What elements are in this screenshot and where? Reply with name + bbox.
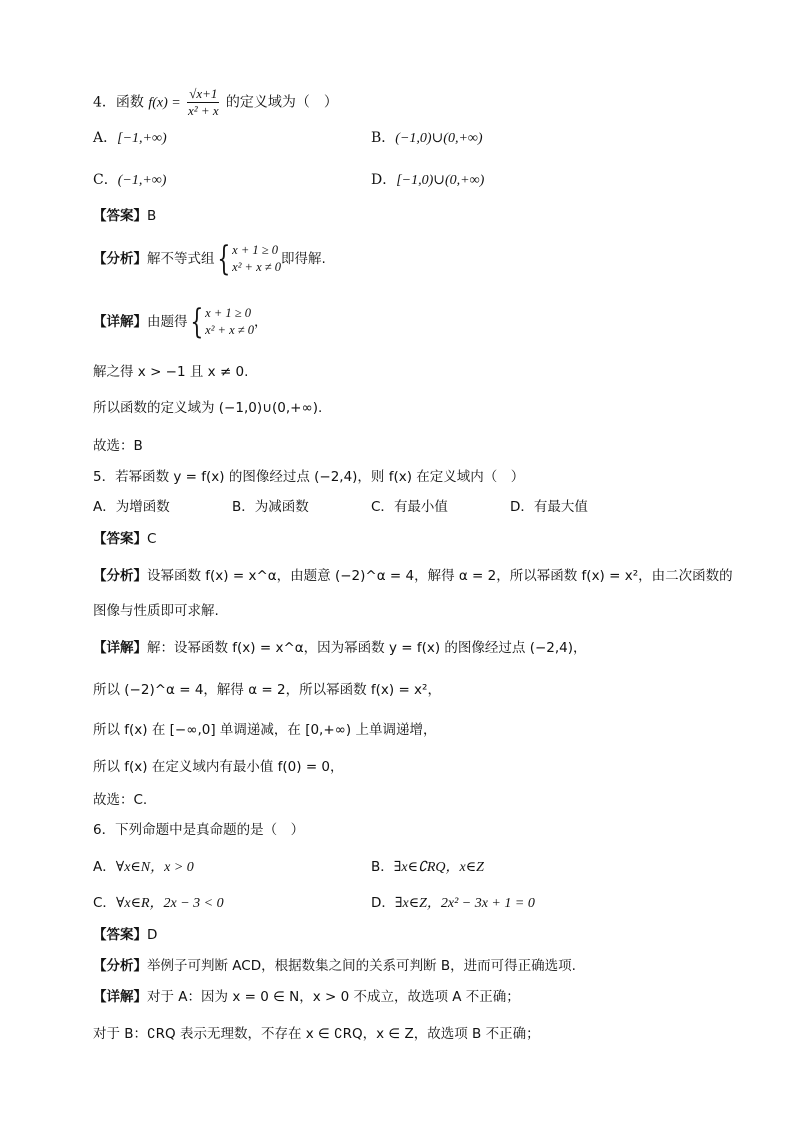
q5-detail-line-3: 所以 f(x) 在 [−∞,0] 单调递减，在 [0,+∞) 上单调递增，	[93, 722, 437, 738]
q5-detail-line-5: 故选：C.	[93, 792, 148, 808]
analysis-text: 设幂函数 f(x) = x^α，由题意 (−2)^α = 4，解得 α = 2，所以幂函数 f(x) = x²，由二次函数的	[147, 568, 733, 584]
option-text: ∃x∈∁RQ，x∈Z	[393, 860, 484, 875]
q4-choose-line: 故选：B	[93, 438, 143, 454]
option-letter: A．	[93, 499, 116, 515]
option-text: (−1,0)∪(0,+∞)	[395, 131, 483, 146]
detail-suffix: ，	[254, 314, 268, 330]
option-text: 为增函数	[115, 499, 170, 515]
q4-option-b	[371, 128, 483, 149]
left-brace: {	[189, 302, 203, 342]
q4-solve-line: 解之得 x > −1 且 x ≠ 0.	[93, 364, 249, 380]
q4-fraction	[187, 86, 219, 119]
analysis-tag: 【分析】	[93, 568, 147, 584]
analysis-tag: 【分析】	[93, 958, 147, 974]
q6-detail-line-1	[93, 987, 520, 1007]
inequality-system	[232, 242, 281, 276]
q5-option-c	[371, 497, 448, 517]
sys-line-2: x² + x ≠ 0	[205, 323, 255, 337]
detail-prefix: 由题得	[147, 314, 188, 330]
option-text: 有最大值	[533, 499, 588, 515]
option-letter: B．	[371, 859, 394, 875]
option-letter: B．	[232, 499, 255, 515]
q5-answer	[93, 529, 156, 549]
analysis-tag: 【分析】	[93, 251, 147, 267]
q6-detail-line-2: 对于 B：∁RQ 表示无理数，不存在 x ∈ ∁RQ，x ∈ Z，故选项 B 不正确；	[93, 1026, 540, 1042]
q5-option-b	[232, 497, 309, 517]
q6-option-d	[371, 893, 535, 914]
q4-func-lhs: f(x) =	[148, 95, 181, 111]
detail-text: 对于 A：因为 x = 0 ∈ N，x > 0 不成立，故选项 A 不正确；	[147, 989, 520, 1005]
answer-tag: 【答案】	[93, 208, 147, 224]
option-letter: A．	[93, 859, 116, 875]
option-text: ∀x∈R，2x − 3 < 0	[115, 896, 224, 911]
sys-line-1: x + 1 ≥ 0	[205, 306, 251, 320]
q4-analysis	[93, 239, 326, 279]
option-text: [−1,0)∪(0,+∞)	[396, 173, 485, 188]
q4-option-a	[93, 128, 167, 149]
q4-stem	[93, 86, 338, 119]
detail-tag: 【详解】	[93, 640, 147, 656]
answer-tag: 【答案】	[93, 927, 147, 943]
q4-frac-den: x² + x	[187, 103, 219, 118]
option-letter: D．	[371, 172, 397, 188]
answer-value: D	[147, 927, 158, 943]
option-text: ∃x∈Z，2x² − 3x + 1 = 0	[394, 896, 535, 911]
q5-option-d	[510, 497, 588, 517]
sys-line-2: x² + x ≠ 0	[232, 260, 282, 274]
q6-option-a	[93, 857, 194, 878]
q5-analysis-line-1	[93, 566, 733, 586]
option-letter: D．	[371, 895, 395, 911]
option-letter: A．	[93, 130, 118, 146]
option-text: 有最小值	[393, 499, 448, 515]
q5-detail-line-2: 所以 (−2)^α = 4，解得 α = 2，所以幂函数 f(x) = x²，	[93, 682, 441, 698]
q4-option-c	[93, 170, 166, 191]
option-letter: C．	[93, 172, 118, 188]
option-letter: C．	[371, 499, 394, 515]
q4-frac-num: √x+1	[189, 86, 218, 101]
q6-answer	[93, 925, 157, 945]
q4-answer	[93, 206, 156, 226]
q5-detail-line-1	[93, 638, 587, 658]
q4-domain-line: 所以函数的定义域为 (−1,0)∪(0,+∞).	[93, 400, 323, 416]
q5-analysis-line-2: 图像与性质即可求解.	[93, 603, 219, 619]
option-text: ∀x∈N，x > 0	[115, 860, 194, 875]
q4-stem-suffix: 的定义域为（ ）	[225, 94, 338, 111]
q5-option-a	[93, 497, 170, 517]
option-letter: B．	[371, 130, 396, 146]
analysis-suffix: 即得解.	[281, 251, 326, 267]
inequality-system	[205, 305, 254, 339]
option-letter: D．	[510, 499, 534, 515]
detail-text: 解：设幂函数 f(x) = x^α，因为幂函数 y = f(x) 的图像经过点 (−2,4)，	[147, 640, 587, 656]
answer-value: C	[147, 531, 157, 547]
option-text: 为减函数	[254, 499, 309, 515]
answer-value: B	[147, 208, 157, 224]
analysis-text: 举例子可判断 ACD，根据数集之间的关系可判断 B，进而可得正确选项.	[147, 958, 576, 974]
q4-stem-prefix: 4．函数	[93, 94, 144, 111]
q4-detail	[93, 302, 268, 342]
left-brace: {	[216, 239, 230, 279]
q6-stem: 6．下列命题中是真命题的是（ ）	[93, 822, 305, 838]
q4-option-d	[371, 170, 484, 191]
option-text: [−1,+∞)	[117, 131, 167, 146]
detail-tag: 【详解】	[93, 314, 147, 330]
q5-stem: 5．若幂函数 y = f(x) 的图像经过点 (−2,4)，则 f(x) 在定义域内（ ）	[93, 469, 525, 485]
option-text: (−1,+∞)	[117, 173, 167, 188]
q5-detail-line-4: 所以 f(x) 在定义域内有最小值 f(0) = 0，	[93, 759, 344, 775]
q6-option-c	[93, 893, 224, 914]
q6-analysis	[93, 956, 576, 976]
sys-line-1: x + 1 ≥ 0	[232, 243, 278, 257]
answer-tag: 【答案】	[93, 531, 147, 547]
detail-tag: 【详解】	[93, 989, 147, 1005]
q6-option-b	[371, 857, 484, 878]
analysis-prefix: 解不等式组	[147, 251, 215, 267]
option-letter: C．	[93, 895, 116, 911]
